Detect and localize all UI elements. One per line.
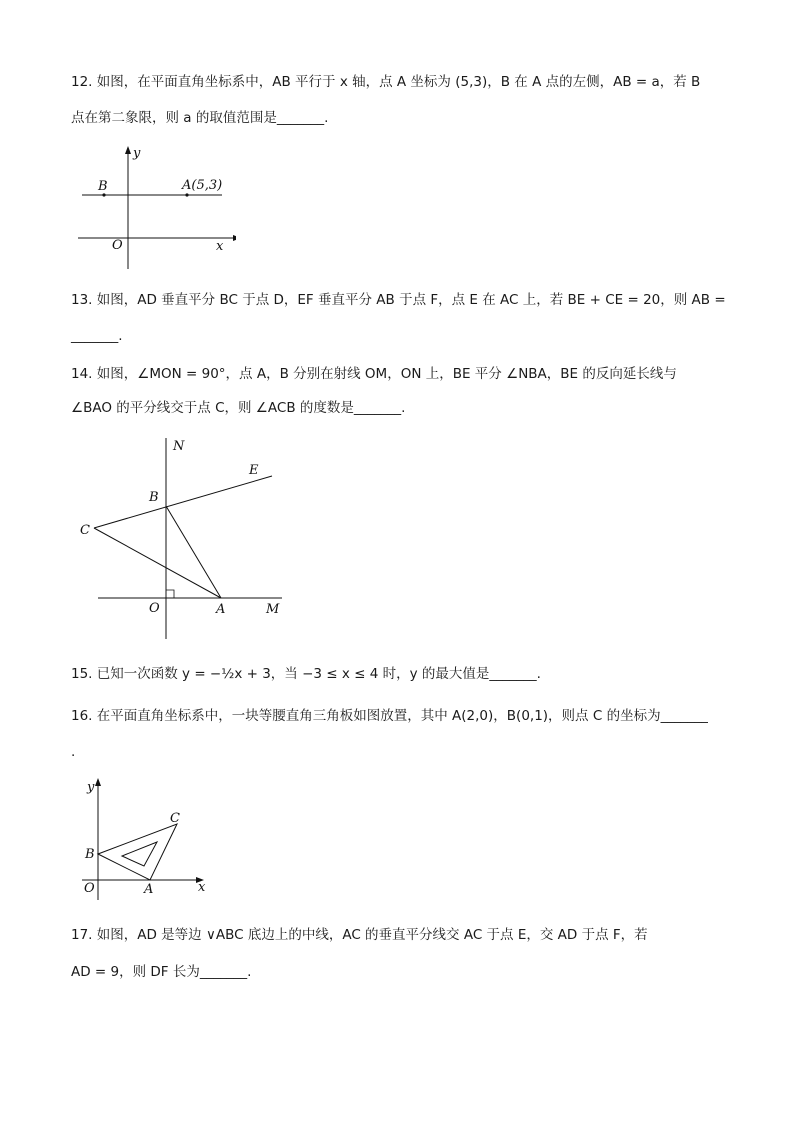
q12-label-x: x: [216, 239, 224, 254]
q16-label-c: C: [170, 811, 180, 826]
q15-line-1: 15. 已知一次函数 y = −½x + 3，当 −3 ≤ x ≤ 4 时，y 的最大值是_______.: [71, 666, 541, 682]
q12-label-o: O: [112, 238, 123, 253]
q16-label-a: A: [144, 882, 154, 897]
q14-label-e: E: [249, 463, 259, 478]
q16-label-o: O: [84, 881, 95, 896]
q17-line-1: 17. 如图，AD 是等边 ∨ABC 底边上的中线，AC 的垂直平分线交 AC 于点 E，交 AD 于点 F，若: [71, 927, 648, 943]
q14-label-a: A: [216, 602, 226, 617]
q13-line-1: 13. 如图，AD 垂直平分 BC 于点 D，EF 垂直平分 AB 于点 F，点 E 在 AC 上，若 BE + CE = 20，则 AB =: [71, 292, 726, 308]
q16-label-y: y: [87, 780, 95, 795]
q13-line-2: _______.: [71, 328, 123, 344]
q16-line-1: 16. 在平面直角坐标系中，一块等腰直角三角板如图放置，其中 A(2,0)，B(0,1)，则点 C 的坐标为_______: [71, 708, 708, 724]
q14-line-2: ∠BAO 的平分线交于点 C，则 ∠ACB 的度数是_______.: [71, 400, 406, 416]
q14-line-1: 14. 如图，∠MON = 90°，点 A，B 分别在射线 OM，ON 上，BE 平分 ∠NBA，BE 的反向延长线与: [71, 366, 677, 382]
q17-line-2: AD = 9，则 DF 长为_______.: [71, 964, 252, 980]
q14-label-c: C: [80, 523, 90, 538]
q12-line-2: 点在第二象限，则 a 的取值范围是_______.: [71, 110, 329, 126]
q12-label-a: A(5,3): [182, 178, 223, 193]
q12-label-b: B: [98, 179, 108, 194]
q16-label-x: x: [198, 880, 206, 895]
q14-label-m: M: [266, 602, 280, 617]
q14-label-n: N: [173, 439, 185, 454]
q16-label-b: B: [85, 847, 95, 862]
q12-line-1: 12. 如图，在平面直角坐标系中，AB 平行于 x 轴，点 A 坐标为 (5,3)，B 在 A 点的左侧，AB = a，若 B: [71, 74, 701, 90]
q16-line-2: .: [71, 744, 76, 760]
q14-figure: [76, 432, 288, 644]
q16-figure: [80, 776, 215, 906]
q12-figure: [76, 144, 236, 274]
q12-label-y: y: [133, 146, 141, 161]
q14-label-o: O: [149, 601, 160, 616]
q14-label-b: B: [149, 490, 159, 505]
